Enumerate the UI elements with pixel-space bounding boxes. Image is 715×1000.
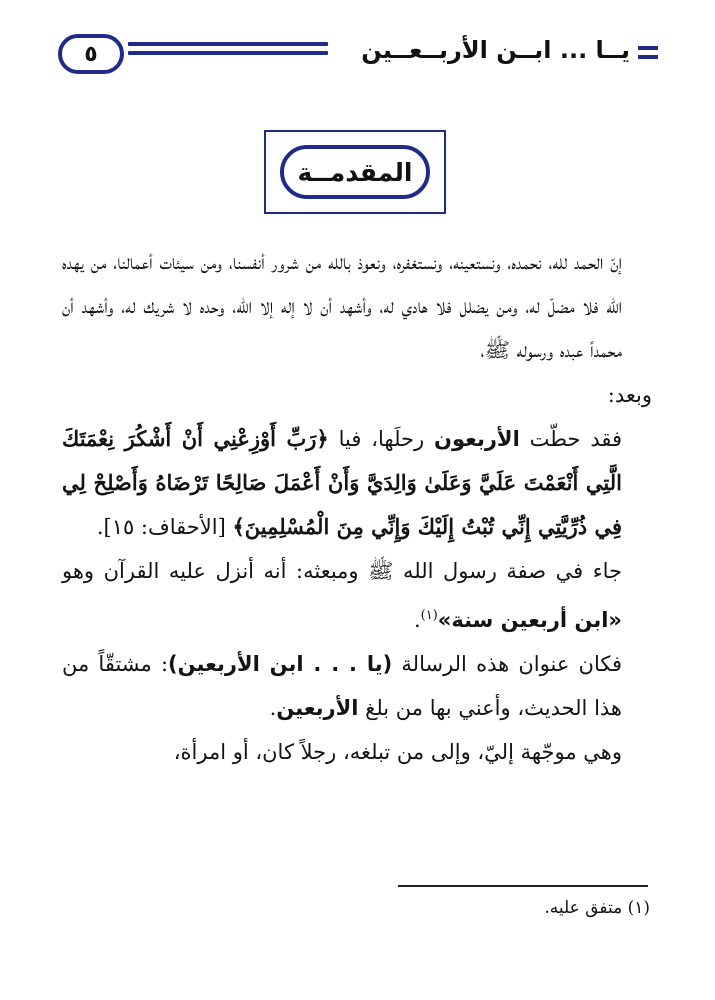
- bold-arbaeen: الأربعين: [276, 696, 359, 721]
- bold-book-title: (يا . . . ابن الأربعين): [168, 651, 393, 676]
- main-text: [62, 240, 652, 774]
- paragraph-wabad: وبعد:: [607, 382, 652, 407]
- footnote: (١) متفق عليه.: [544, 898, 650, 918]
- footnote-rule: [398, 885, 648, 887]
- paragraph-title-origin: فكان عنوان هذه الرسالة (يا . . . ابن الأربعين): مشتقّاً من هذا الحديث، وأعني بها من بلغ الأربعين.: [62, 651, 622, 721]
- paragraph-quran: فقد حطّت الأربعون رحلَها، فيا ﴿رَبِّ أَوْزِعْنِي أَنْ أَشْكُرَ نِعْمَتَكَ الَّتِي أَنْعَمْتَ عَلَيَّ وَعَلَىٰ وَالِدَيَّ وَأَنْ أَعْمَلَ صَالِحًا تَرْضَاهُ وَأَصْلِحْ لِي فِي ذُرِّيَّتِي إِنِّي تُبْتُ إِلَيْكَ وَإِنِّي مِنَ الْمُسْلِمِينَ﴾ [الأحقاف: ١٥].: [62, 425, 623, 540]
- page-number: ٥: [58, 34, 124, 74]
- footnote-marker: (١): [420, 607, 438, 623]
- bold-arbaoon: الأربعون: [434, 426, 520, 451]
- paragraph-hadith: جاء في صفة رسول الله ﷺ ومبعثه: أنه أنزل عليه القرآن وهو «ابن أربعين سنة»$^{(١)}$.: [62, 559, 622, 632]
- section-title: المقدمــة: [280, 145, 430, 199]
- page-header: [58, 30, 658, 86]
- bold-hadith-quote: «ابن أربعين سنة»: [437, 607, 622, 632]
- header-mark: [638, 46, 658, 64]
- paragraph-opening: إنّ الحمد لله، نحمده، ونستعينه، ونستغفره، ونعوذ بالله من شرور أنفسنا، ومن سيئات أعمالنا، من يهده الله فلا مضلّ له، ومن يضلل فلا هادي له، وأشهد أن لا إله إلا الله، وحده لا شريك له، وأشهد أن محمداً عبده ورسوله ﷺ،: [62, 250, 622, 363]
- paragraph-audience: وهي موجّهة إليّ، وإلى من تبلغه، رجلاً كان، أو امرأة،: [173, 740, 622, 765]
- header-decorative-lines: [128, 42, 328, 68]
- verse-reference: [الأحقاف: ١٥].: [96, 515, 233, 540]
- quran-verse: ﴿رَبِّ أَوْزِعْنِي أَنْ أَشْكُرَ نِعْمَتَكَ الَّتِي أَنْعَمْتَ عَلَيَّ وَعَلَىٰ وَالِدَيَّ وَأَنْ أَعْمَلَ صَالِحًا تَرْضَاهُ وَأَصْلِحْ لِي فِي ذُرِّيَّتِي إِنِّي تُبْتُ إِلَيْكَ وَإِنِّي مِنَ الْمُسْلِمِينَ﴾: [62, 425, 622, 540]
- section-title-frame: [264, 130, 446, 214]
- running-title: يــا ... ابــن الأربــعــين: [361, 36, 630, 64]
